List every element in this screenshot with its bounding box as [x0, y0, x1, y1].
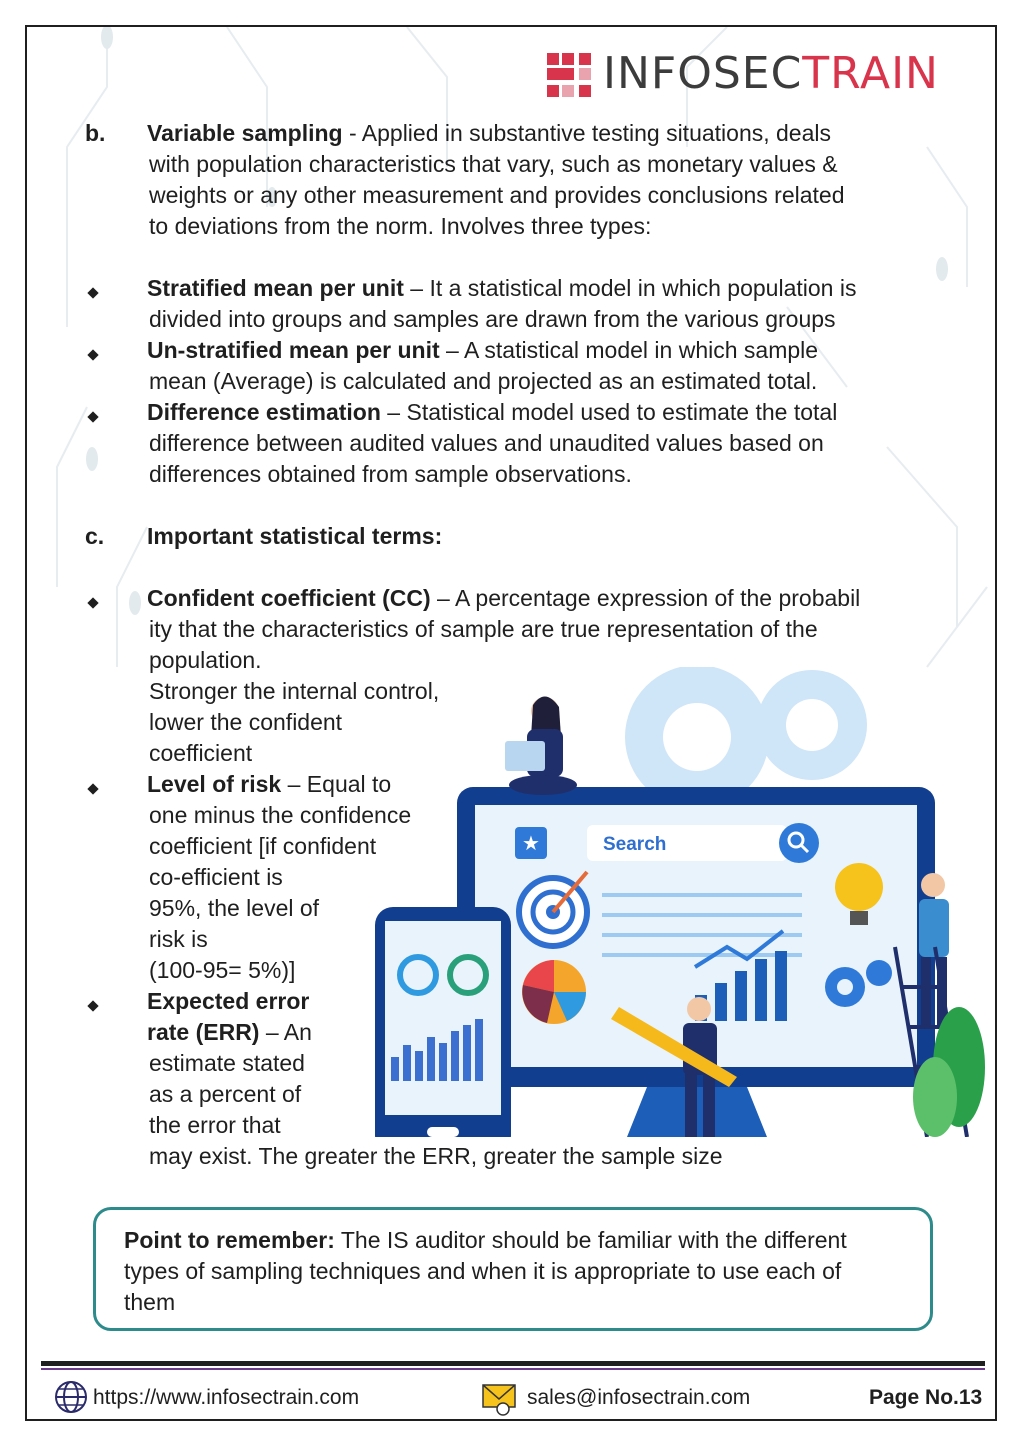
bullet-line: ity that the characteristics of sample are true representation of the: [149, 616, 818, 642]
search-label: Search: [603, 834, 667, 855]
bullet-line: Difference estimation – Statistical model used to estimate the total: [147, 399, 838, 425]
section-b-line: to deviations from the norm. Involves three types:: [149, 213, 652, 239]
bullet-line: 95%, the level of: [149, 895, 320, 921]
bullet-line: one minus the confidence: [149, 802, 412, 828]
bullet-line: Level of risk – Equal to: [147, 771, 392, 797]
email-link[interactable]: sales@infosectrain.com: [527, 1386, 751, 1409]
bullet-line: difference between audited values and unaudited values based on: [149, 430, 824, 456]
page-frame: [25, 25, 997, 1421]
footer-divider-accent: [41, 1368, 985, 1370]
gear-icon: [757, 670, 867, 780]
section-b-line: Variable sampling - Applied in substantive testing situations, deals: [147, 120, 831, 146]
note-line: them: [124, 1289, 176, 1315]
section-c-heading: Important statistical terms:: [147, 523, 443, 549]
footer-divider: [41, 1361, 985, 1366]
email-envelope-icon: [481, 1379, 519, 1417]
page-number: Page No.13: [869, 1386, 983, 1409]
note-label: Point to remember:: [124, 1227, 335, 1253]
bullet-line: coefficient: [149, 740, 253, 766]
section-b-line: with population characteristics that vary, such as monetary values &: [149, 151, 838, 177]
section-b-line: weights or any other measurement and provides conclusions related: [149, 182, 845, 208]
logo-mark-icon: [547, 53, 591, 97]
bullet-line: the error that: [149, 1112, 281, 1138]
bullet-line: Expected error: [147, 988, 310, 1014]
bullet-line: Confident coefficient (CC) – A percentage expression of the probabil: [147, 585, 861, 611]
bullet-line: mean (Average) is calculated and projected as an estimated total.: [149, 368, 818, 394]
pie-chart-icon: [522, 960, 586, 1024]
bullet-line: rate (ERR) – An: [147, 1019, 312, 1045]
bullet-line: Stronger the internal control,: [149, 678, 440, 704]
section-b-marker: b.: [85, 120, 106, 146]
logo-text-infosec: INFOSEC: [603, 48, 803, 99]
phone-screen: [385, 921, 501, 1115]
bullet-line: estimate stated: [149, 1050, 305, 1076]
globe-icon: [53, 1379, 89, 1415]
bullet-line: co-efficient is: [149, 864, 283, 890]
note-line: Point to remember: The IS auditor should be familiar with the different: [124, 1227, 847, 1253]
website-link[interactable]: https://www.infosectrain.com: [93, 1386, 360, 1409]
logo-wordmark: [603, 49, 939, 99]
bullet-line: Stratified mean per unit – It a statistical model in which population is: [147, 275, 857, 301]
note-line: types of sampling techniques and when it is appropriate to use each of: [124, 1258, 842, 1284]
svg-text:★: ★: [522, 831, 540, 855]
bullet-line: coefficient [if confident: [149, 833, 377, 859]
bullet-line: population.: [149, 647, 262, 673]
bullet-line: lower the confident: [149, 709, 343, 735]
bullet-line: (100-95= 5%)]: [149, 957, 296, 983]
bullet-line: differences obtained from sample observations.: [149, 461, 632, 487]
analytics-illustration: [347, 667, 987, 1137]
infosectrain-logo: [547, 49, 987, 109]
bullet-line: Un-stratified mean per unit – A statistical model in which sample: [147, 337, 819, 363]
logo-text-train: TRAIN: [802, 48, 939, 99]
search-icon: [779, 823, 819, 863]
bullet-line: as a percent of: [149, 1081, 302, 1107]
woman-with-laptop-figure: [505, 696, 577, 795]
point-to-remember-box: [93, 1207, 933, 1331]
section-c-marker: c.: [85, 523, 105, 549]
bullet-line: may exist. The greater the ERR, greater the sample size: [149, 1143, 723, 1169]
gear-icon: [866, 960, 892, 986]
bullet-line: risk is: [149, 926, 208, 952]
bullet-line: divided into groups and samples are drawn from the various groups: [149, 306, 836, 332]
footer: [27, 1379, 997, 1419]
